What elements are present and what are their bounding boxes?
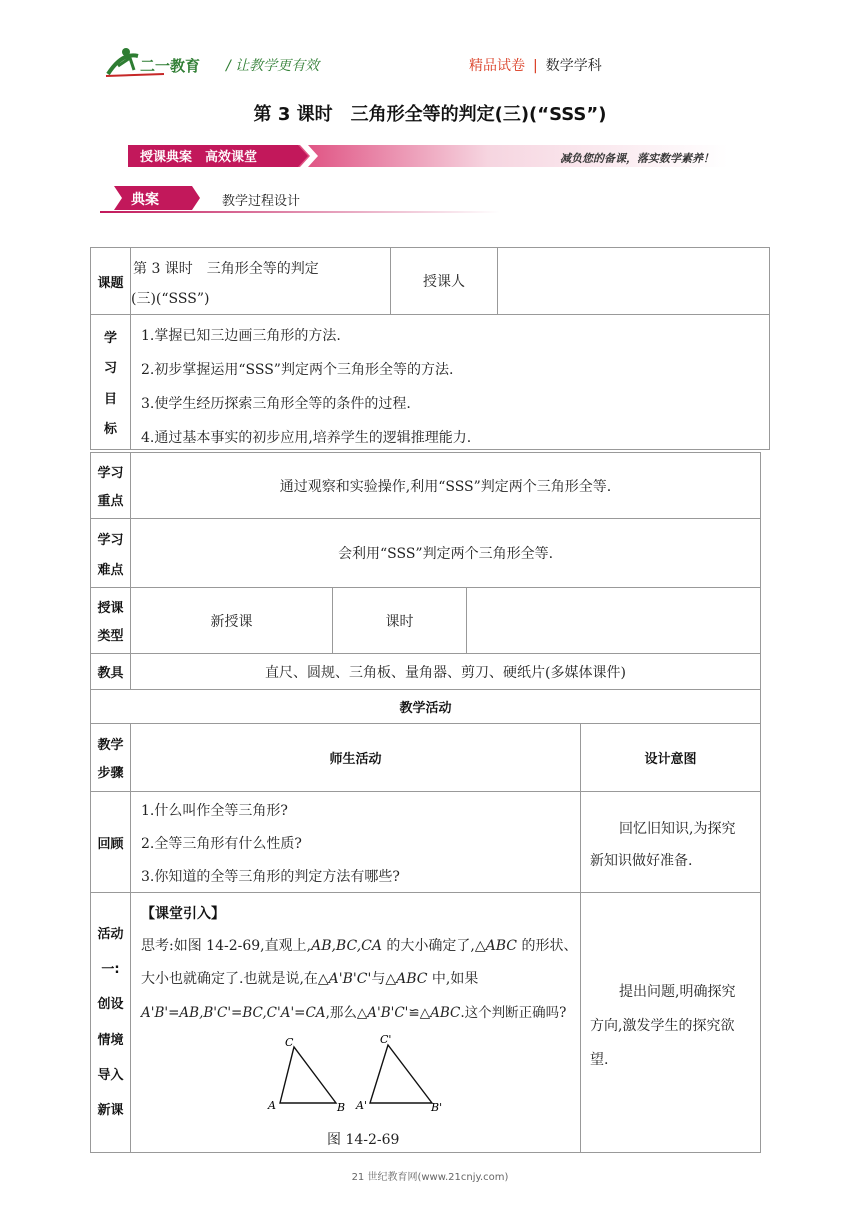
goal-item: 2.初步掌握运用“SSS”判定两个三角形全等的方法.	[141, 362, 454, 378]
lesson-type-label-line1: 授课	[97, 600, 124, 616]
activity1-label-part: 活动	[97, 927, 124, 943]
text-run: ≌△	[408, 1005, 431, 1021]
key-points-label	[90, 452, 131, 519]
header-category: 精品试卷	[469, 58, 525, 74]
activity1-text-line2	[141, 968, 478, 988]
triangle-a2b2c2	[370, 1045, 432, 1103]
slogan: / 让教学更有效	[226, 58, 320, 74]
vertex-label: B	[337, 1101, 346, 1114]
math-run: AB,BC,CA	[311, 938, 382, 954]
triangle-abc	[280, 1047, 336, 1103]
difficulties-value: 会利用“SSS”判定两个三角形全等.	[130, 518, 761, 588]
math-run: ABC	[485, 938, 518, 954]
step-header-line2: 步骤	[97, 765, 124, 781]
header-subject: 数学学科	[545, 58, 602, 74]
activity1-text-line3	[141, 1001, 566, 1021]
text-run: ,那么△	[325, 1005, 368, 1021]
banner-slogan: 减负您的备课，落实数学素养！	[560, 152, 714, 165]
goals-label-char: 习	[103, 361, 117, 377]
section-title: 教学过程设计	[222, 194, 301, 209]
review-label: 回顾	[90, 791, 131, 893]
topic-label: 课题	[90, 247, 131, 315]
activity1-label-part: 一:	[101, 962, 120, 978]
lesson-type-label-line2: 类型	[97, 629, 124, 645]
math-run: A'B'C'	[367, 1005, 409, 1021]
goals-list	[130, 314, 770, 450]
topic-value	[130, 247, 391, 315]
step-header-line1: 教学	[97, 738, 124, 754]
difficulties-label-line2: 难点	[97, 562, 124, 578]
review-questions	[130, 791, 581, 893]
intent-column-header: 设计意图	[580, 723, 761, 792]
vertex-label: A'	[356, 1099, 367, 1112]
activity1-intent	[580, 892, 761, 1153]
goals-label	[90, 314, 131, 450]
tools-value: 直尺、圆规、三角板、量角器、剪刀、硬纸片(多媒体课件)	[130, 653, 761, 690]
banner-title: 授课典案 高效课堂	[140, 150, 258, 165]
activity1-intent-line1: 提出问题,明确探究	[619, 984, 736, 1000]
activity1-label-part: 新课	[97, 1102, 124, 1118]
review-question: 3.你知道的全等三角形的判定方法有哪些?	[141, 869, 400, 885]
step-column-header	[90, 723, 131, 792]
vertex-label: B'	[431, 1101, 443, 1114]
activity1-label-part: 创设	[97, 997, 124, 1013]
goals-label-char: 标	[103, 422, 117, 438]
triangle-figure	[266, 1033, 456, 1115]
topic-value-line1: 第 3 课时 三角形全等的判定	[133, 261, 319, 277]
activities-header: 教学活动	[90, 689, 761, 724]
period-value	[466, 587, 761, 654]
review-question: 2.全等三角形有什么性质?	[141, 836, 302, 852]
header-right	[469, 55, 602, 75]
text-run: 大小也就确定了.也就是说,在△	[141, 971, 329, 987]
header-separator: |	[533, 58, 538, 74]
logo	[104, 44, 224, 80]
teacher-label: 授课人	[390, 247, 498, 315]
key-points-value: 通过观察和实验操作,利用“SSS”判定两个三角形全等.	[130, 452, 761, 519]
vertex-label: C'	[380, 1033, 392, 1046]
tools-label: 教具	[90, 653, 131, 690]
logo-text: 二一教育	[140, 57, 201, 75]
activity1-intent-line3: 望.	[590, 1052, 609, 1068]
activity1-label-part: 导入	[97, 1067, 124, 1083]
review-intent-line2: 新知识做好准备.	[590, 853, 693, 869]
page-title: 第 3 课时 三角形全等的判定(三)(“SSS”)	[253, 104, 607, 125]
text-run: 的大小确定了,△	[381, 938, 486, 954]
review-intent	[580, 791, 761, 893]
activity-column-header: 师生活动	[130, 723, 581, 792]
math-run: ABC	[396, 971, 428, 987]
key-points-label-line2: 重点	[97, 494, 124, 510]
activity1-text-line1	[141, 935, 577, 955]
text-run: .这个判断正确吗?	[460, 1005, 567, 1021]
section-tag: 典案	[131, 192, 159, 208]
vertex-label: A	[268, 1099, 276, 1112]
math-run: A'B'=AB,B'C'=BC,C'A'=CA	[141, 1005, 326, 1021]
math-run: A'B'C'	[328, 971, 372, 987]
activity1-label-part: 情境	[97, 1032, 124, 1048]
review-question: 1.什么叫作全等三角形?	[141, 803, 288, 819]
goal-item: 1.掌握已知三边画三角形的方法.	[141, 328, 341, 344]
text-run: 思考:如图 14-2-69,直观上,	[141, 938, 312, 954]
classroom-intro-heading: 【课堂引入】	[141, 906, 225, 922]
vertex-label: C	[285, 1036, 294, 1049]
difficulties-label-line1: 学习	[97, 532, 124, 548]
teacher-value	[497, 247, 770, 315]
difficulties-label	[90, 518, 131, 588]
text-run: 与△	[371, 971, 397, 987]
topic-value-line2: (三)(“SSS”)	[131, 291, 210, 307]
goal-item: 3.使学生经历探索三角形全等的条件的过程.	[141, 396, 411, 412]
period-label: 课时	[332, 587, 467, 654]
text-run: 的形状、	[517, 938, 578, 954]
text-run: 中,如果	[427, 971, 479, 987]
activity1-intent-line2: 方向,激发学生的探究欲	[590, 1018, 735, 1034]
goals-label-char: 目	[103, 391, 117, 407]
lesson-type-value: 新授课	[130, 587, 333, 654]
review-intent-line1: 回忆旧知识,为探究	[619, 821, 736, 837]
goal-item: 4.通过基本事实的初步应用,培养学生的逻辑推理能力.	[141, 430, 472, 446]
figure-caption: 图 14-2-69	[327, 1132, 400, 1148]
footer: 21 世纪教育网(www.21cnjy.com)	[351, 1172, 509, 1183]
goals-label-char: 学	[103, 330, 117, 346]
activity1-content	[130, 892, 581, 1153]
key-points-label-line1: 学习	[97, 465, 124, 481]
lesson-type-label	[90, 587, 131, 654]
math-run: ABC	[430, 1005, 461, 1021]
activity1-label	[90, 892, 131, 1153]
